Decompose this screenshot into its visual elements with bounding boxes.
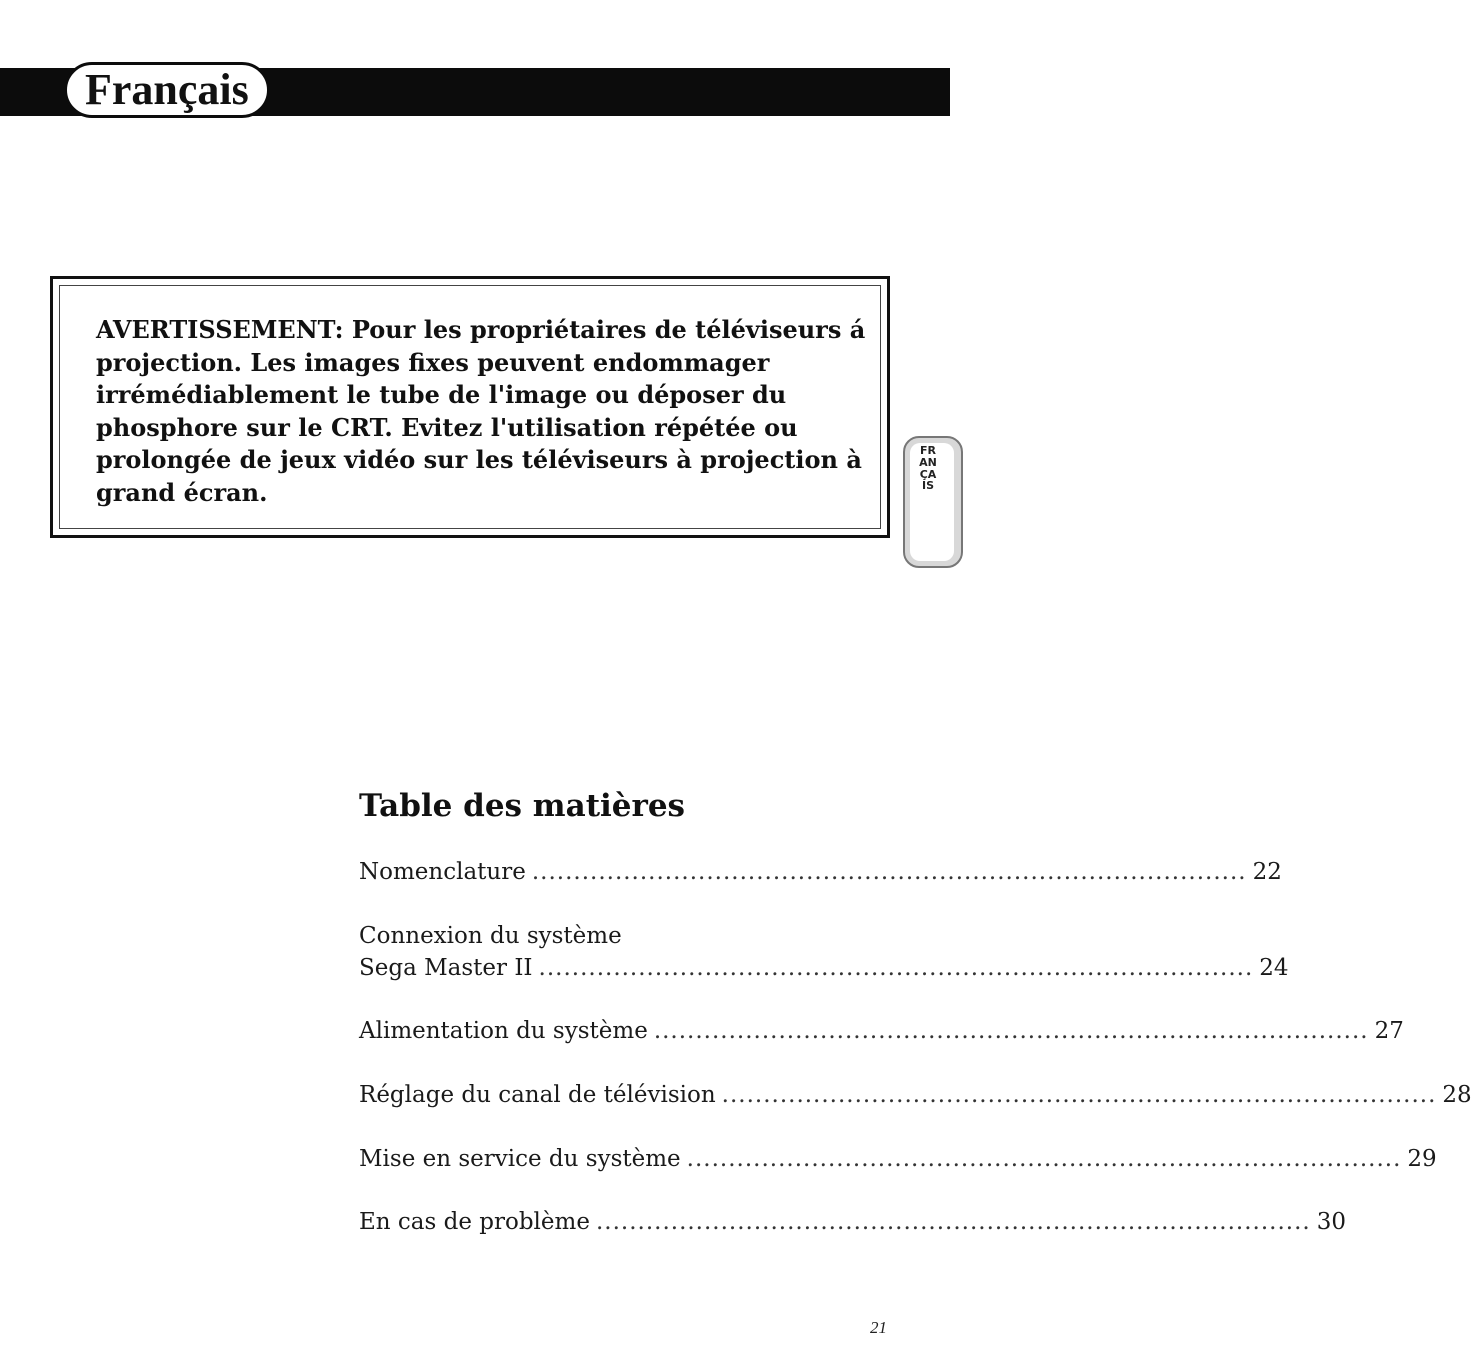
toc-entry-label: Réglage du canal de télévision (359, 1082, 716, 1108)
toc-leader-dots: ...................................................................................... (595, 1209, 1311, 1235)
section-title-badge (64, 62, 270, 118)
toc-entry-page: 28 (1442, 1082, 1472, 1108)
toc-leader-dots: ...................................................................................... (721, 1082, 1437, 1108)
toc-leader-dots: ...................................................................................... (653, 1018, 1369, 1044)
toc-entry-label: Mise en service du système (359, 1146, 681, 1172)
toc-entry-label-line1: Connexion du système (359, 923, 622, 949)
toc-entry-page: 24 (1259, 955, 1289, 981)
toc-entry (359, 1143, 1437, 1175)
toc-entry-page: 29 (1407, 1146, 1437, 1172)
toc-entry-label: Nomenclature (359, 859, 526, 885)
toc-entry (359, 1079, 1472, 1111)
toc-entry (359, 1206, 1346, 1238)
toc-entry-label: En cas de problème (359, 1209, 590, 1235)
toc-entry (359, 920, 1289, 984)
toc-entry-page: 30 (1316, 1209, 1346, 1235)
warning-text: AVERTISSEMENT: Pour les propriétaires de téléviseurs á projection. Les images fixes peuvent endommager irrémédiablement le tube de l'image ou déposer du phosphore sur le CRT. Evitez l'utilisation répétée ou prolongée de jeux vidéo sur les téléviseurs à projection à grand écran. (96, 315, 866, 507)
toc-entry-label: Sega Master II (359, 955, 533, 981)
toc-leader-dots: ...................................................................................... (531, 859, 1247, 885)
section-title: Français (85, 65, 249, 114)
toc-entry (359, 1015, 1404, 1047)
toc-entry-page: 22 (1252, 859, 1282, 885)
side-tab-label: FRANÇAIS (919, 444, 937, 493)
toc-entry (359, 856, 1282, 888)
toc-leader-dots: ...................................................................................... (686, 1146, 1402, 1172)
toc-entry-page: 27 (1374, 1018, 1404, 1044)
toc-title: Table des matières (359, 788, 686, 824)
toc-entry-label: Alimentation du système (359, 1018, 648, 1044)
toc-leader-dots: ...................................................................................... (538, 955, 1254, 981)
page-number: 21 (870, 1318, 887, 1337)
